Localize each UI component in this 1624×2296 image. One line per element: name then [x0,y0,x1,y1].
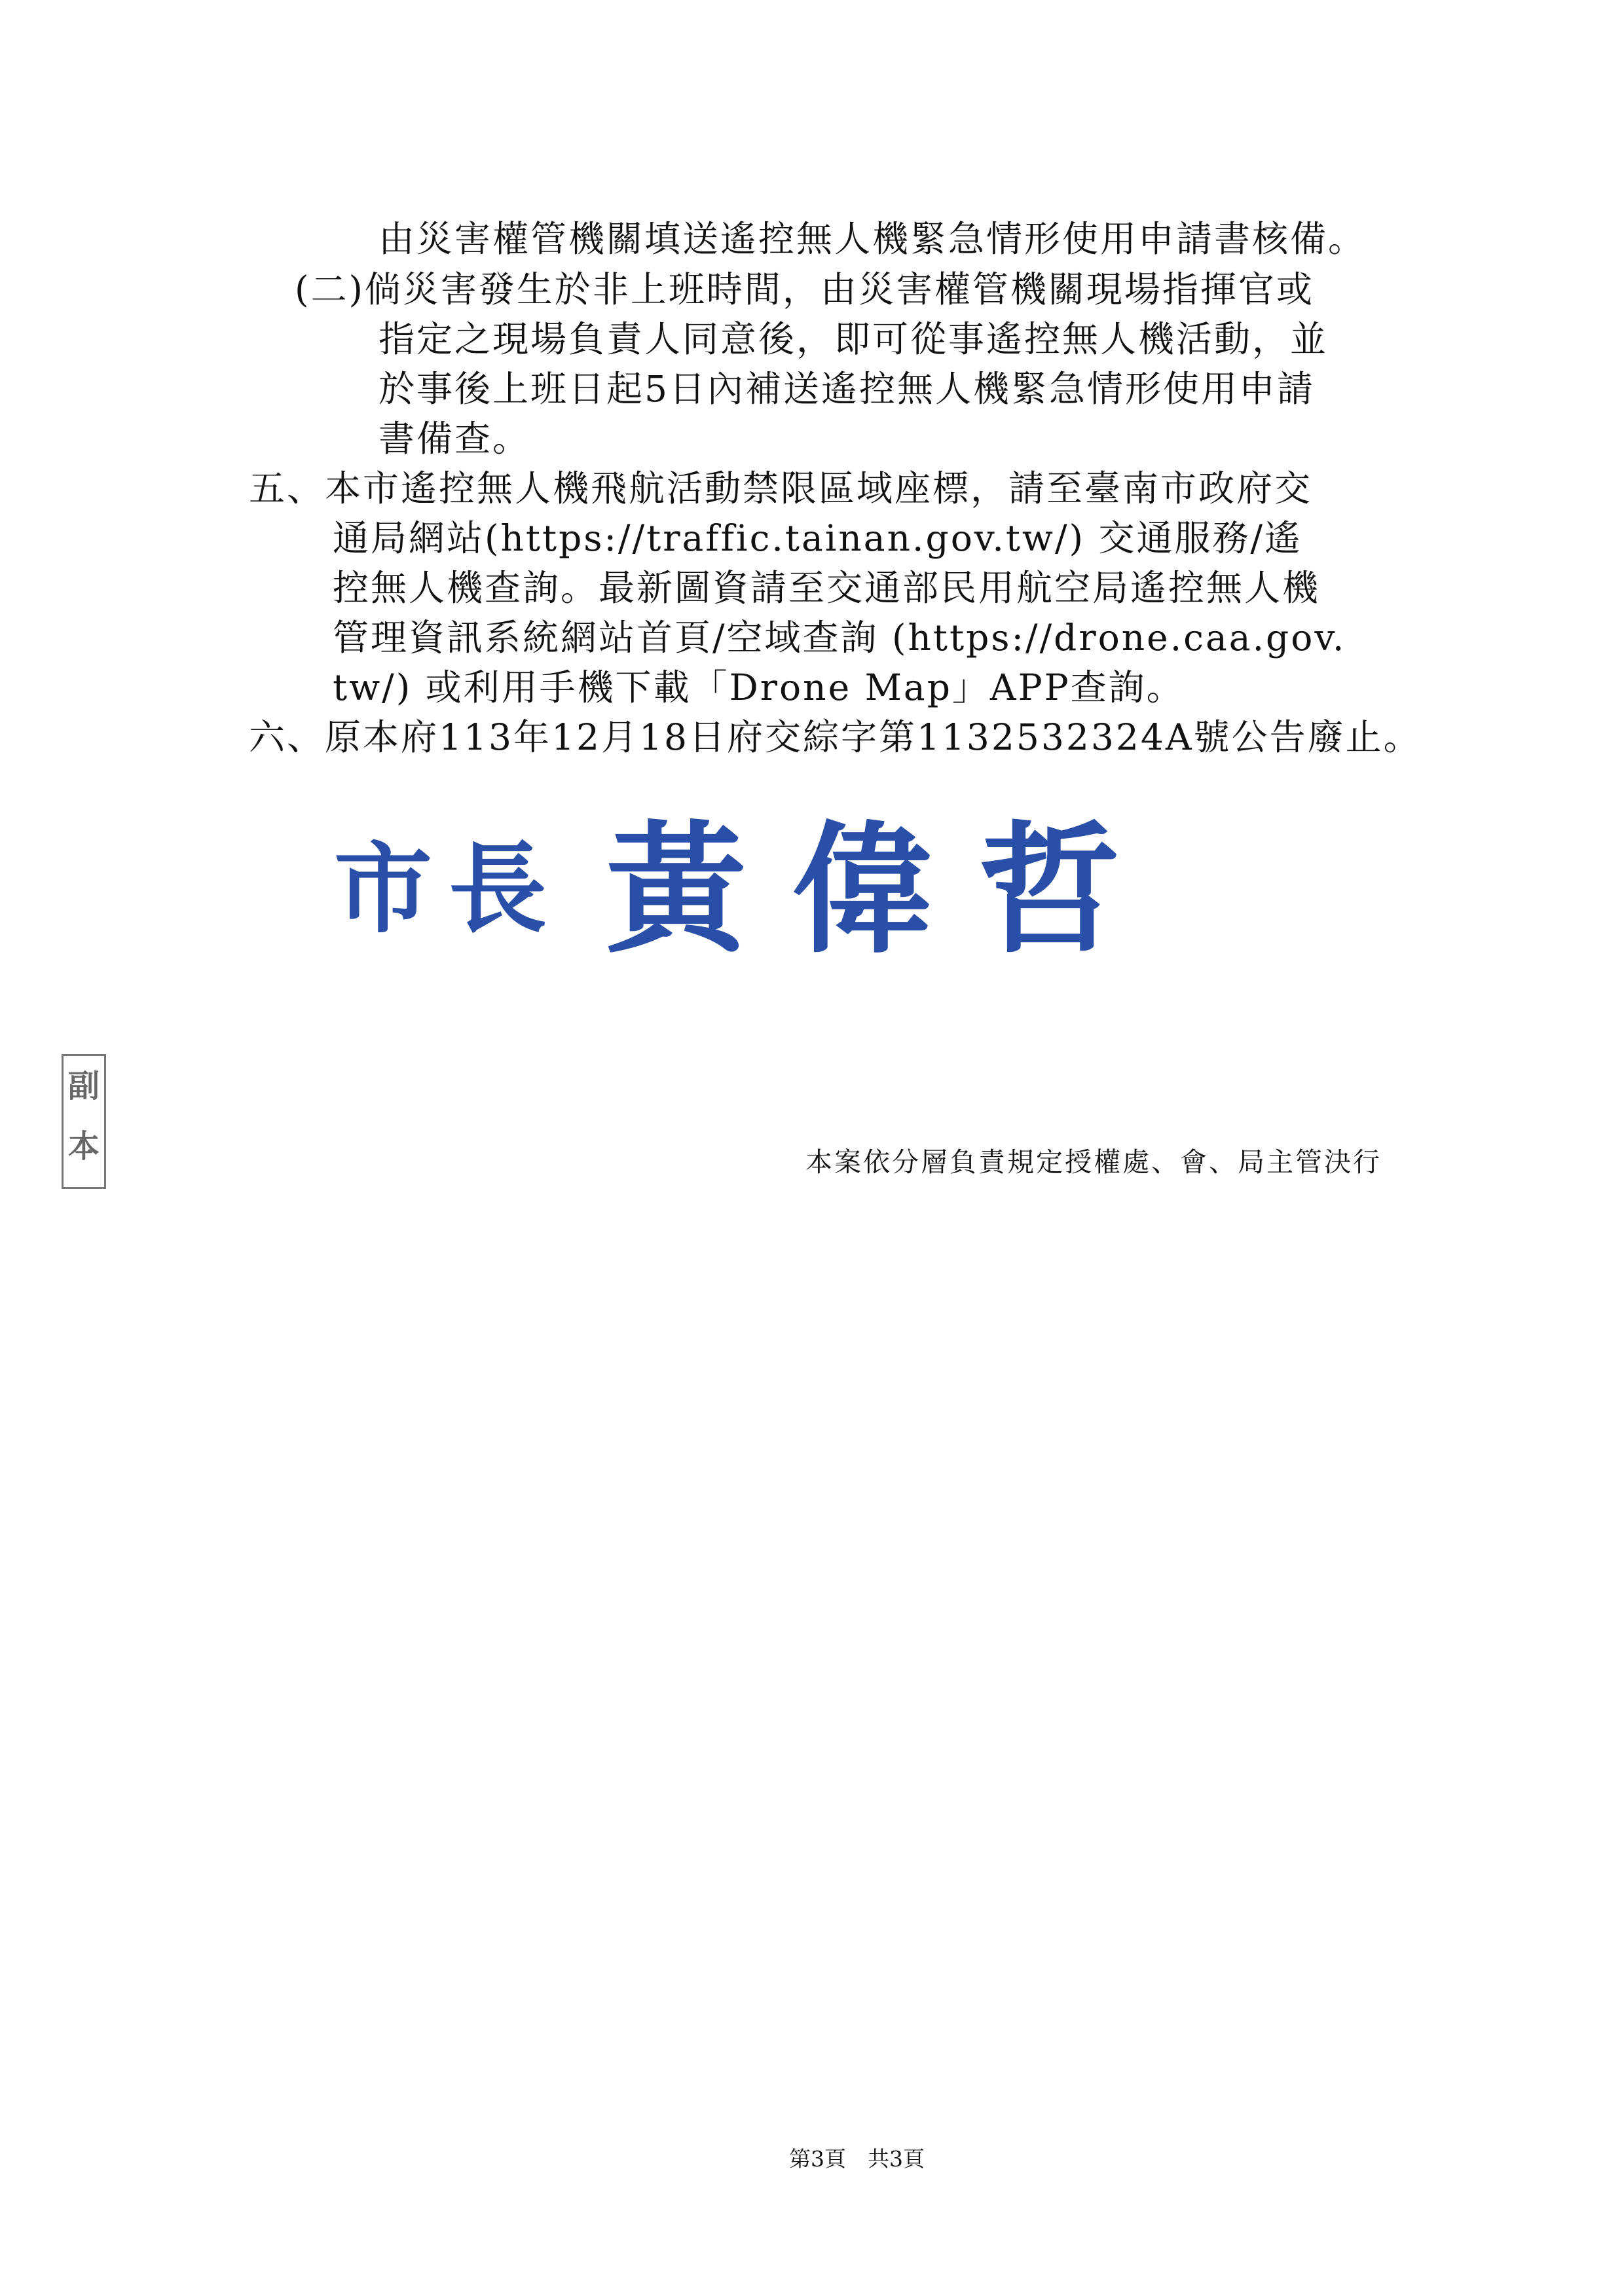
body-line: 指定之現場負責人同意後，即可從事遙控無人機活動，並 [378,318,1329,360]
signature-name-char: 黃 [606,807,747,972]
page-number: 第3頁 共3頁 [789,2146,925,2172]
body-line: 控無人機查詢。最新圖資請至交通部民用航空局遙控無人機 [333,567,1321,609]
copy-seal-char: 本 [67,1128,100,1165]
signature-title-char: 市 [334,831,433,947]
body-line: tw/) 或利用手機下載「Drone Map」APP查詢。 [333,666,1185,708]
signature-title-char: 長 [449,831,547,947]
signature-name-char: 偉 [792,807,934,972]
body-line: 於事後上班日起5日內補送遙控無人機緊急情形使用申請 [378,368,1315,410]
body-line: 管理資訊系統網站首頁/空域查詢 (https://drone.caa.gov. [333,617,1346,659]
signature-name-char: 哲 [979,807,1120,972]
body-line: (二)倘災害發生於非上班時間，由災害權管機關現場指揮官或 [295,268,1314,310]
delegation-footnote: 本案依分層負責規定授權處、會、局主管決行 [805,1146,1382,1178]
body-line: 由災害權管機關填送遙控無人機緊急情形使用申請書核備。 [378,218,1367,260]
section-heading-five: 五、本市遙控無人機飛航活動禁限區域座標，請至臺南市政府交 [249,467,1313,509]
copy-seal-stamp [62,1054,106,1189]
body-line: 通局網站(https://traffic.tainan.gov.tw/) 交通服務/遙 [333,517,1303,559]
section-heading-six: 六、原本府113年12月18日府交綜字第1132532324A號公告廢止。 [249,716,1422,758]
body-line: 書備查。 [378,418,531,460]
copy-seal-char: 副 [67,1068,100,1104]
mayor-signature-stamp [334,795,1120,982]
